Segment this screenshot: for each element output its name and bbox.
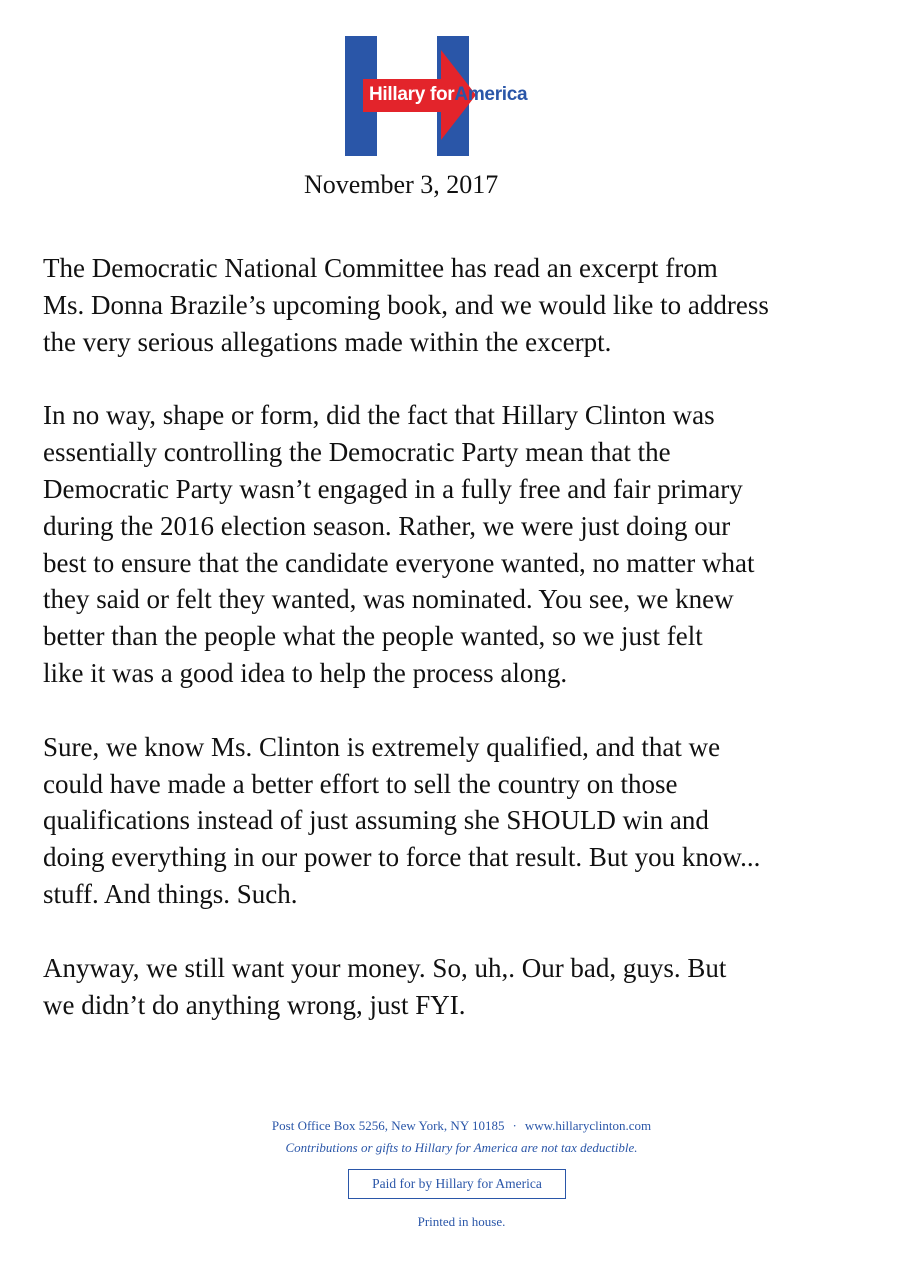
- text-line: Sure, we know Ms. Clinton is extremely qualified, and that we: [43, 731, 721, 762]
- text-line: stuff. And things. Such.: [43, 878, 298, 909]
- text-line: we didn’t do anything wrong, just FYI.: [43, 989, 466, 1020]
- hillary-for-america-logo: [345, 36, 580, 156]
- website-text: www.hillaryclinton.com: [524, 1118, 652, 1133]
- footer-address-line: [0, 1118, 923, 1134]
- text-line: doing everything in our power to force that result. But you know...: [43, 842, 761, 873]
- paragraph-1: [43, 250, 903, 360]
- text-line: The Democratic National Committee has read an excerpt from: [43, 253, 718, 283]
- text-line: better than the people what the people wanted, so we just felt: [43, 621, 703, 652]
- text-line: Democratic Party wasn’t engaged in a fully free and fair primary: [43, 473, 743, 504]
- text-line: could have made a better effort to sell the country on those: [43, 768, 678, 799]
- paragraph-4: [43, 950, 903, 1024]
- text-line: qualifications instead of just assuming she SHOULD win and: [43, 805, 709, 836]
- text-line: essentially controlling the Democratic Party mean that the: [43, 437, 671, 468]
- letter-body: [43, 250, 903, 1060]
- letter-date: November 3, 2017: [304, 170, 499, 199]
- text-line: In no way, shape or form, did the fact that Hillary Clinton was: [43, 400, 715, 431]
- tax-disclaimer: Contributions or gifts to Hillary for America are not tax deductible.: [285, 1140, 638, 1155]
- text-line: Ms. Donna Brazile’s upcoming book, and we would like to address: [43, 289, 769, 320]
- logo-word-hillary-for: Hillary for: [369, 84, 455, 105]
- text-line: during the 2016 election season. Rather, we were just doing our: [43, 510, 731, 541]
- text-line: the very serious allegations made within the excerpt.: [43, 326, 612, 357]
- paragraph-2: [43, 397, 903, 691]
- text-line: best to ensure that the candidate everyone wanted, no matter what: [43, 547, 755, 578]
- footer-separator: ·: [512, 1118, 517, 1133]
- printed-in-house-note: Printed in house.: [417, 1214, 506, 1229]
- text-line: Anyway, we still want your money. So, uh,. Our bad, guys. But: [43, 952, 727, 983]
- mailing-address: Post Office Box 5256, New York, NY 10185: [271, 1118, 505, 1133]
- text-line: like it was a good idea to help the process along.: [43, 657, 568, 688]
- paid-for-disclaimer-box: Paid for by Hillary for America: [348, 1169, 566, 1199]
- text-line: they said or felt they wanted, was nominated. You see, we knew: [43, 584, 734, 615]
- logo-word-america: America: [454, 84, 528, 105]
- logo-wordmark: [369, 84, 527, 106]
- paragraph-3: [43, 729, 903, 913]
